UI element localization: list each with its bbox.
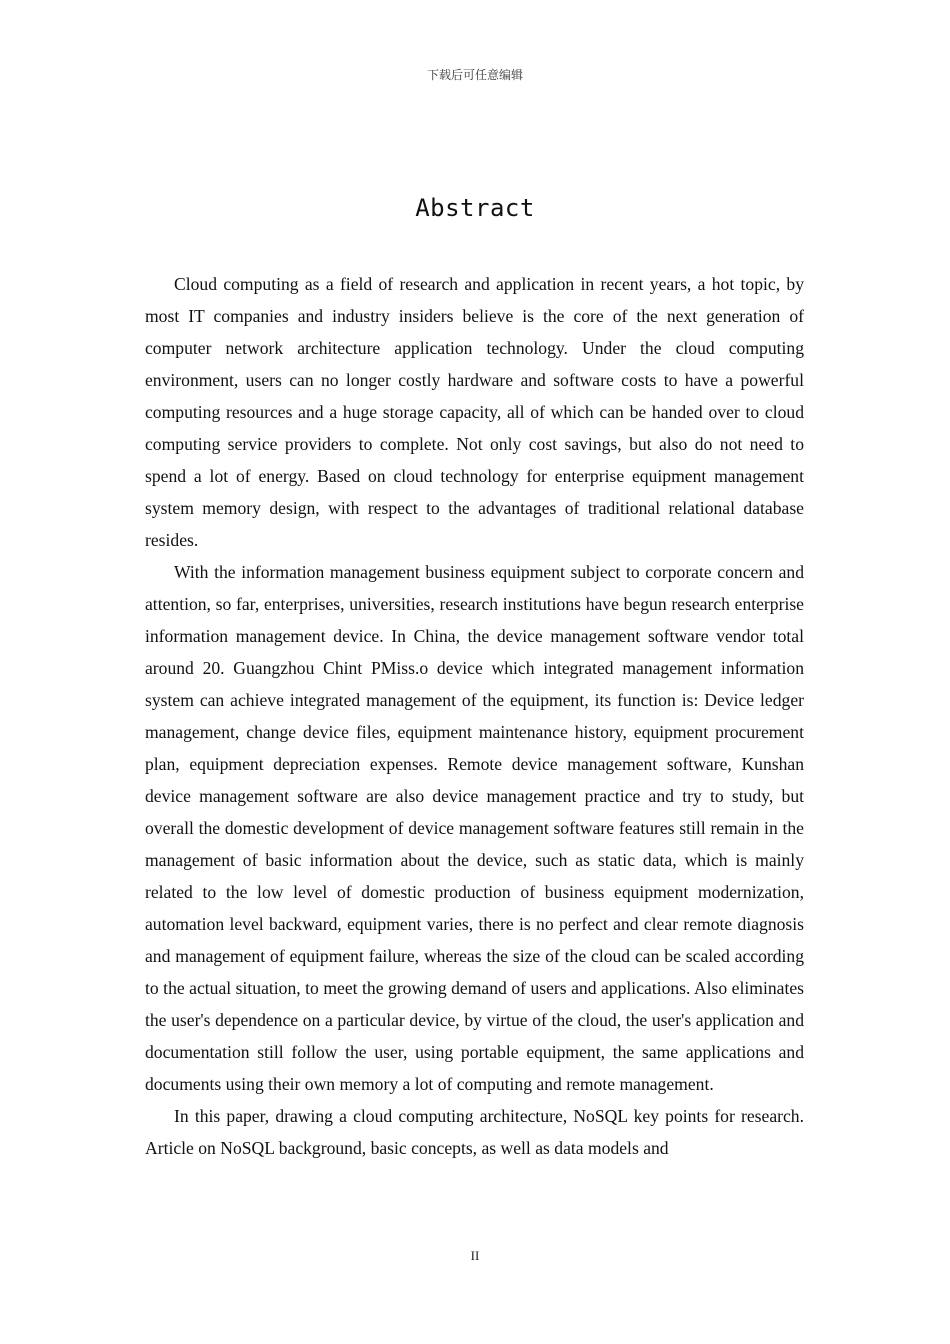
document-body: [145, 268, 804, 1164]
paragraph-1: Cloud computing as a field of research and application in recent years, a hot topic, by most IT companies and industry insiders believe is the core of the next generation of computer network architecture application technology. Under the cloud computing environment, users can no longer costly hardware and software costs to have a powerful computing resources and a huge storage capacity, all of which can be handed over to cloud computing service providers to complete. Not only cost savings, but also do not need to spend a lot of energy. Based on cloud technology for enterprise equipment management system memory design, with respect to the advantages of traditional relational database resides.: [145, 274, 804, 550]
page-header-note: 下载后可任意编辑: [426, 68, 523, 82]
page-number: II: [470, 1248, 480, 1263]
paragraph-2: With the information management business equipment subject to corporate concern and attention, so far, enterprises, universities, research institutions have begun research enterprise information management device. In China, the device management software vendor total around 20. Guangzhou Chint PMiss.o device which integrated management information system can achieve integrated management of the equipment, its function is: Device ledger management, change device files, equipment maintenance history, equipment procurement plan, equipment depreciation expenses. Remote device management software, Kunshan device management software are also device management practice and try to study, but overall the domestic development of device management software features still remain in the management of basic information about the device, such as static data, which is mainly related to the low level of domestic production of business equipment modernization, automation level backward, equipment varies, there is no perfect and clear remote diagnosis and management of equipment failure, whereas the size of the cloud can be scaled according to the actual situation, to meet the growing demand of users and applications. Also eliminates the user's dependence on a particular device, by virtue of the cloud, the user's application and documentation still follow the user, using portable equipment, the same applications and documents using their own memory a lot of computing and remote management.: [145, 562, 804, 1094]
paragraph-3: In this paper, drawing a cloud computing architecture, NoSQL key points for research. Article on NoSQL background, basic concepts, as well as data models and: [145, 1106, 804, 1158]
page-title: Abstract: [415, 194, 535, 222]
